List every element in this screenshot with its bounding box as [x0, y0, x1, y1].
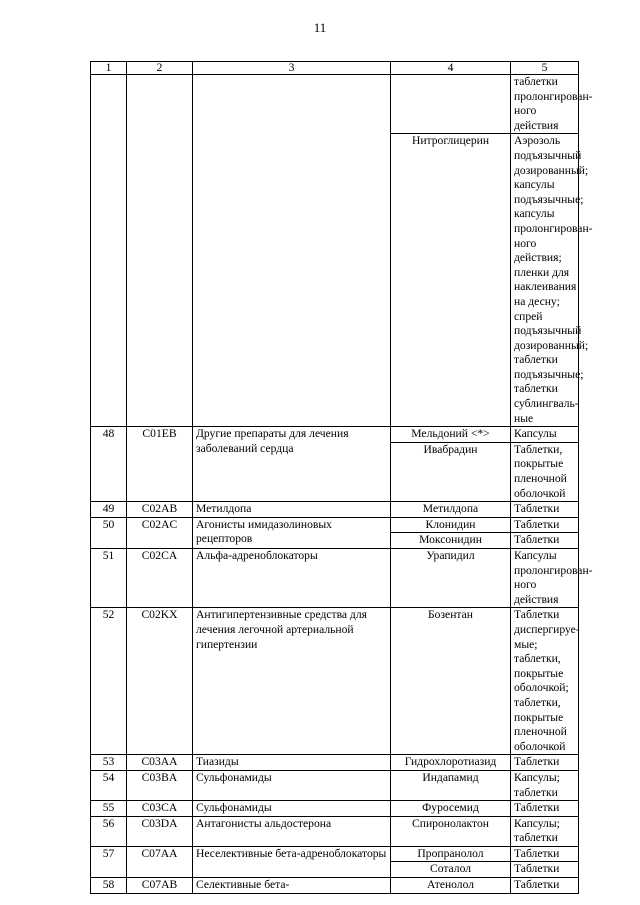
drug-list-table [90, 61, 593, 894]
atc-code-cell: C03CA [127, 801, 193, 817]
dosage-form-cell: Таблетки [511, 517, 579, 533]
header-cell: 1 [91, 62, 127, 75]
table-row [91, 816, 579, 846]
page-number: 11 [313, 20, 327, 35]
dosage-form-cell: Таблетки [511, 502, 579, 518]
drug-name-cell: Нитроглицерин [391, 134, 511, 427]
row-number-cell: 55 [91, 801, 127, 817]
drug-name-cell: Индапамид [391, 770, 511, 800]
table-row [91, 846, 579, 862]
dosage-form-cell: Таблетки, покрытые пленочной оболочкой [511, 442, 579, 501]
header-cell: 5 [511, 62, 579, 75]
group-name-cell: Метилдопа [193, 502, 391, 518]
group-name-cell: Другие препараты для лечения заболеваний сердца [193, 427, 391, 502]
row-number-cell: 54 [91, 770, 127, 800]
table-row [91, 801, 579, 817]
row-number-cell: 48 [91, 427, 127, 502]
atc-code-cell: C03AA [127, 755, 193, 771]
dosage-form-cell: Капсулы; таблетки [511, 770, 579, 800]
atc-code-cell: C03BA [127, 770, 193, 800]
drug-name-cell: Мельдоний <*> [391, 427, 511, 443]
dosage-form-cell: Аэрозоль подъязычный дозированный; капсулы подъязычные; капсулы пролонгирован-ного действия; пленки для наклеивания на десну; спрей подъязычный дозированный; таблетки подъязычные; таблетки сублингваль-ные [511, 134, 579, 427]
drug-name-cell [391, 75, 511, 134]
table-row [91, 755, 579, 771]
row-number-cell: 50 [91, 517, 127, 548]
atc-code-cell: C03DA [127, 816, 193, 846]
drug-name-cell: Урапидил [391, 549, 511, 608]
dosage-form-cell: Капсулы [511, 427, 579, 443]
row-number-cell: 57 [91, 846, 127, 877]
dosage-form-cell: Таблетки [511, 533, 579, 549]
drug-name-cell: Бозентан [391, 608, 511, 755]
drug-name-cell: Спиронолактон [391, 816, 511, 846]
row-number-cell: 49 [91, 502, 127, 518]
atc-code-cell [127, 75, 193, 427]
table-row [91, 549, 579, 608]
drug-name-cell: Метилдопа [391, 502, 511, 518]
dosage-form-cell: Таблетки [511, 846, 579, 862]
group-name-cell: Альфа-адреноблокаторы [193, 549, 391, 608]
drug-name-cell: Ивабрадин [391, 442, 511, 501]
table-row [91, 427, 579, 443]
drug-name-cell: Соталол [391, 862, 511, 878]
atc-code-cell: C07AB [127, 878, 193, 894]
dosage-form-cell: Таблетки [511, 862, 579, 878]
header-cell: 4 [391, 62, 511, 75]
dosage-form-cell: Таблетки [511, 878, 579, 894]
group-name-cell: Антигипертензивные средства для лечения легочной артериальной гипертензии [193, 608, 391, 755]
dosage-form-cell: Таблетки [511, 755, 579, 771]
atc-code-cell: C02KX [127, 608, 193, 755]
table-row [91, 608, 579, 755]
table-row [91, 502, 579, 518]
dosage-form-cell: Капсулы пролонгирован-ного действия [511, 549, 579, 608]
group-name-cell: Селективные бета- [193, 878, 391, 894]
drug-name-cell: Атенолол [391, 878, 511, 894]
row-number-cell: 58 [91, 878, 127, 894]
header-cell: 3 [193, 62, 391, 75]
drug-name-cell: Моксонидин [391, 533, 511, 549]
drug-name-cell: Фуросемид [391, 801, 511, 817]
row-number-cell: 51 [91, 549, 127, 608]
group-name-cell [193, 75, 391, 427]
row-number-cell: 56 [91, 816, 127, 846]
row-number-cell: 53 [91, 755, 127, 771]
group-name-cell: Агонисты имидазолиновых рецепторов [193, 517, 391, 548]
row-number-cell [91, 75, 127, 427]
table-row [91, 878, 579, 894]
group-name-cell: Сульфонамиды [193, 801, 391, 817]
dosage-form-cell: Таблетки диспергируе-мые; таблетки, покрытые оболочкой; таблетки, покрытые пленочной оболочкой [511, 608, 579, 755]
dosage-form-cell: Капсулы; таблетки [511, 816, 579, 846]
drug-name-cell: Гидрохлоротиазид [391, 755, 511, 771]
group-name-cell: Антагонисты альдостерона [193, 816, 391, 846]
group-name-cell: Сульфонамиды [193, 770, 391, 800]
header-cell: 2 [127, 62, 193, 75]
dosage-form-cell: Таблетки [511, 801, 579, 817]
table-row [91, 75, 579, 134]
row-number-cell: 52 [91, 608, 127, 755]
atc-code-cell: C02AB [127, 502, 193, 518]
table-row [91, 517, 579, 533]
atc-code-cell: C07AA [127, 846, 193, 877]
dosage-form-cell: таблетки пролонгирован-ного действия [511, 75, 579, 134]
group-name-cell: Тиазиды [193, 755, 391, 771]
table-row [91, 770, 579, 800]
atc-code-cell: C01EB [127, 427, 193, 502]
header-row [91, 62, 579, 75]
atc-code-cell: C02AC [127, 517, 193, 548]
drug-name-cell: Клонидин [391, 517, 511, 533]
group-name-cell: Неселективные бета-адреноблокаторы [193, 846, 391, 877]
drug-name-cell: Пропранолол [391, 846, 511, 862]
atc-code-cell: C02CA [127, 549, 193, 608]
